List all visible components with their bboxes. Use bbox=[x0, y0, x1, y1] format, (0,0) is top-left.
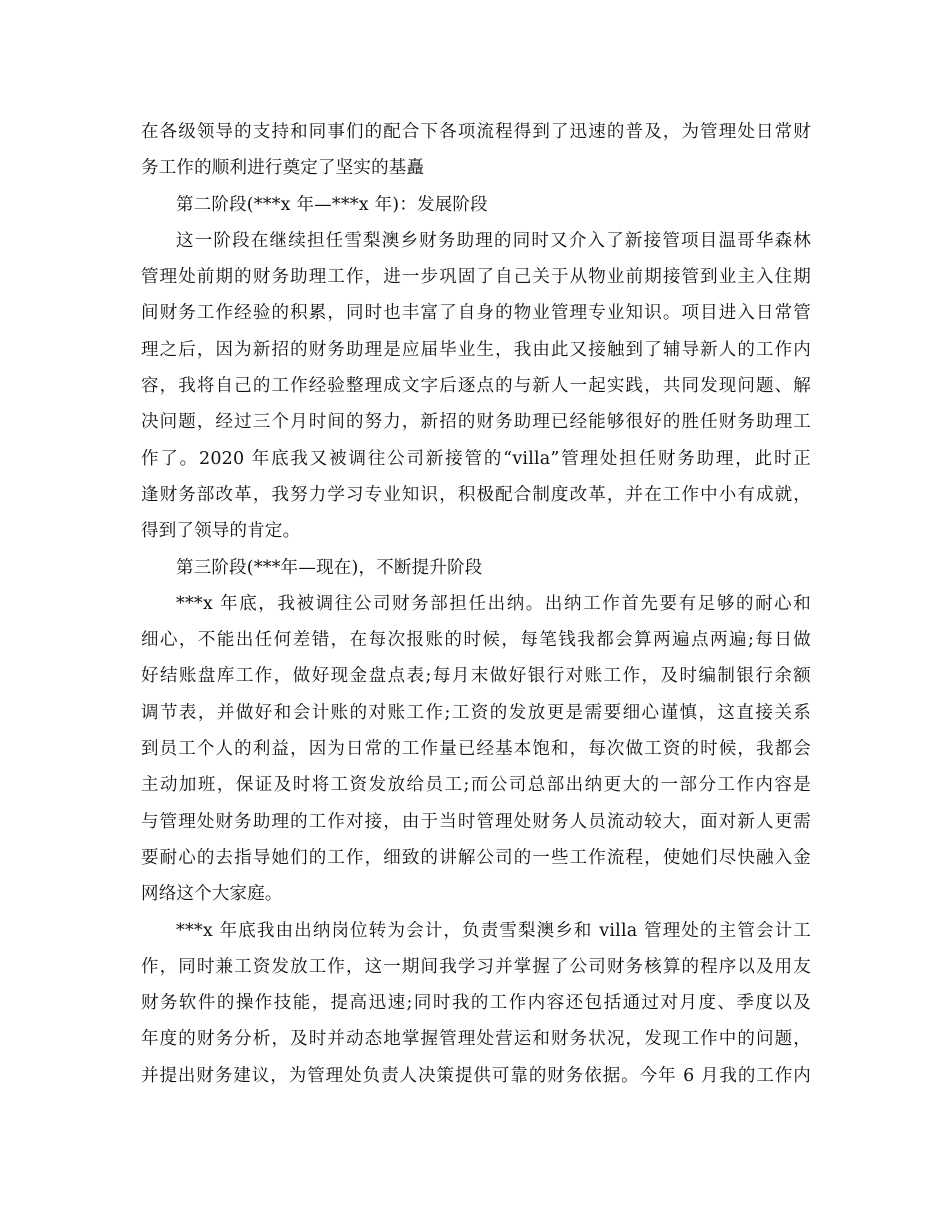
text-line: 得到了领导的肯定。 bbox=[141, 521, 301, 542]
text-line: 好结账盘库工作，做好现金盘点表;每月末做好银行对账工作，及时编制银行余额 bbox=[141, 666, 811, 687]
text-line: 并提出财务建议，为管理处负责人决策提供可靠的财务依据。今年 6 月我的工作内 bbox=[141, 1065, 811, 1086]
text-line: 主动加班，保证及时将工资发放给员工;而公司总部出纳更大的一部分工作内容是 bbox=[141, 775, 811, 796]
text-line: 这一阶段在继续担任雪梨澳乡财务助理的同时又介入了新接管项目温哥华森林 bbox=[176, 230, 811, 251]
text-line: 财务软件的操作技能，提高迅速;同时我的工作内容还包括通过对月度、季度以及 bbox=[141, 993, 811, 1014]
text-line: 网络这个大家庭。 bbox=[141, 884, 283, 905]
text-line: 年度的财务分析，及时并动态地掌握管理处营运和财务状况，发现工作中的问题， bbox=[141, 1029, 811, 1050]
text-line: 逢财务部改革，我努力学习专业知识，积极配合制度改革，并在工作中小有成就， bbox=[141, 484, 811, 505]
document-body bbox=[141, 114, 811, 1094]
text-line: ***x 年底我由出纳岗位转为会计，负责雪梨澳乡和 villa 管理处的主管会计工 bbox=[176, 920, 811, 941]
text-line: 管理处前期的财务助理工作，进一步巩固了自己关于从物业前期接管到业主入住期 bbox=[141, 267, 811, 288]
text-line: 理之后，因为新招的财务助理是应届毕业生，我由此又接触到了辅导新人的工作内 bbox=[141, 339, 811, 360]
text-line: 决问题，经过三个月时间的努力，新招的财务助理已经能够很好的胜任财务助理工 bbox=[141, 412, 811, 433]
text-line: 要耐心的去指导她们的工作，细致的讲解公司的一些工作流程，使她们尽快融入金 bbox=[141, 847, 811, 868]
text-line: ***x 年底，我被调往公司财务部担任出纳。出纳工作首先要有足够的耐心和 bbox=[176, 593, 811, 614]
text-line: 作，同时兼工资发放工作，这一期间我学习并掌握了公司财务核算的程序以及用友 bbox=[141, 956, 811, 977]
text-line: 作了。2020 年底我又被调往公司新接管的“villa”管理处担任财务助理，此时正 bbox=[141, 448, 811, 469]
text-line: 在各级领导的支持和同事们的配合下各项流程得到了迅速的普及，为管理处日常财 bbox=[141, 122, 811, 142]
text-line: 第三阶段(***年—现在)，不断提升阶段 bbox=[176, 557, 483, 578]
text-line: 务工作的顺利进行奠定了坚实的基矗 bbox=[141, 158, 425, 179]
text-line: 到员工个人的利益，因为日常的工作量已经基本饱和，每次做工资的时候，我都会 bbox=[141, 739, 811, 760]
text-line: 细心，不能出任何差错，在每次报账的时候，每笔钱我都会算两遍点两遍;每日做 bbox=[141, 630, 811, 651]
text-line: 间财务工作经验的积累，同时也丰富了自身的物业管理专业知识。项目进入日常管 bbox=[141, 303, 811, 324]
text-line: 容，我将自己的工作经验整理成文字后逐点的与新人一起实践，共同发现问题、解 bbox=[141, 376, 811, 397]
text-line: 第二阶段(***x 年—***x 年)：发展阶段 bbox=[176, 194, 488, 215]
text-line: 与管理处财务助理的工作对接，由于当时管理处财务人员流动较大，面对新人更需 bbox=[141, 811, 811, 832]
text-line: 调节表，并做好和会计账的对账工作;工资的发放更是需要细心谨慎，这直接关系 bbox=[141, 702, 811, 723]
